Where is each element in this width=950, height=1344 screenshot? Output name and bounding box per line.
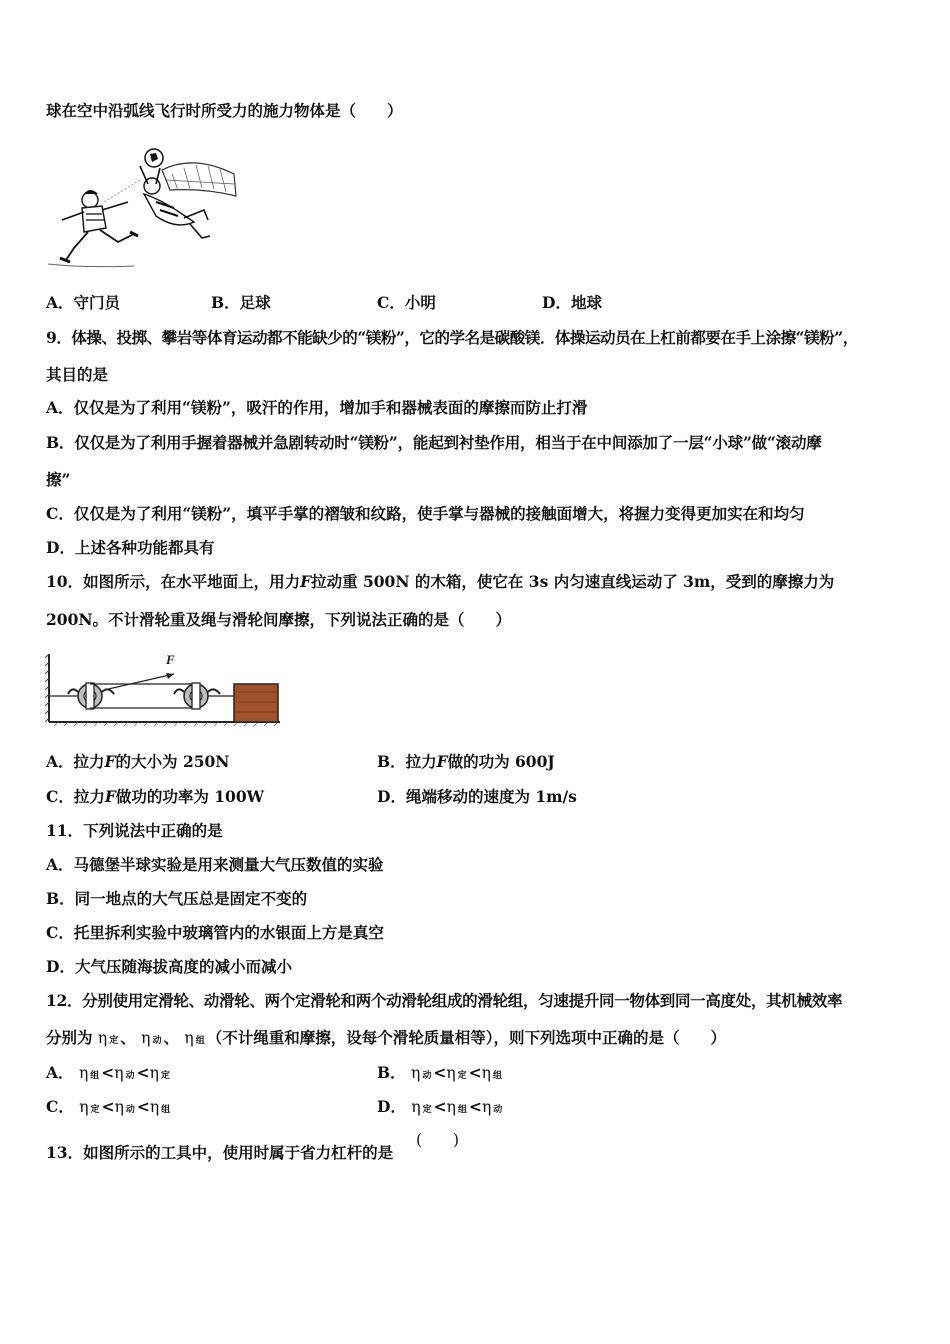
q10-option-c-post: 做功的功率为 100W [115, 787, 265, 806]
q9-stem-line2: 其目的是 [46, 365, 109, 384]
eta-symbol: η [411, 1098, 421, 1116]
option-label: A． [46, 1063, 74, 1082]
less-than: < [468, 1063, 482, 1082]
eta-symbol: η [114, 1098, 124, 1116]
q10-stem-line1-post: 拉动重 500N 的木箱，使它在 3s 内匀速直线运动了 3m，受到的摩擦力为 [311, 572, 835, 591]
q12-stem-line2 [46, 1028, 726, 1051]
less-than: < [101, 1063, 115, 1082]
q8-option-d[interactable]: D．地球 [542, 293, 602, 312]
q11-option-b[interactable]: B．同一地点的大气压总是固定不变的 [46, 889, 308, 908]
eta-symbol: η [114, 1064, 124, 1082]
q10-option-d[interactable] [377, 787, 577, 807]
option-label: D． [377, 1097, 406, 1116]
q10-option-a-pre: A．拉力 [46, 752, 105, 771]
q8-option-b[interactable]: B．足球 [211, 293, 271, 312]
eta-sub: 动 [422, 1071, 432, 1081]
q13-stem: 13．如图所示的工具中，使用时属于省力杠杆的是 [46, 1143, 394, 1162]
less-than: < [101, 1097, 115, 1116]
q10-option-b[interactable] [377, 752, 555, 772]
q10-option-b-post: 做的功为 600J [447, 752, 555, 771]
eta-sub: 组 [161, 1105, 171, 1115]
q12-option-a[interactable] [46, 1063, 172, 1086]
less-than: < [136, 1063, 150, 1082]
eta-sub: 组 [492, 1071, 502, 1081]
q9-option-d[interactable]: D．上述各种功能都具有 [46, 538, 215, 557]
eta-symbol: η [446, 1064, 456, 1082]
eta-sub: 组 [457, 1105, 467, 1115]
q10-option-a-sym: F [104, 752, 116, 771]
eta-symbol: η [149, 1064, 159, 1082]
q10-stem-line1-pre: 10．如图所示，在水平地面上，用力 [46, 572, 301, 591]
q9-stem-line1: 9．体操、投掷、攀岩等体育运动都不能缺少的“镁粉”，它的学名是碳酸镁．体操运动员在上杠前都要在手上涂擦“镁粉”， [46, 328, 858, 347]
q10-option-b-pre: B．拉力 [377, 752, 437, 771]
q9-option-c[interactable]: C．仅仅是为了利用“镁粉”，填平手掌的褶皱和纹路，使手掌与器械的接触面增大，将握力变得更加实在和均匀 [46, 504, 805, 523]
less-than: < [433, 1063, 447, 1082]
eta-symbol: η [97, 1029, 108, 1047]
q11-stem: 11．下列说法中正确的是 [46, 821, 223, 840]
eta-sub: 定 [457, 1071, 467, 1081]
q9-option-a[interactable]: A．仅仅是为了利用“镁粉”，吸汗的作用，增加手和器械表面的摩擦而防止打滑 [46, 398, 588, 417]
q12-option-c[interactable] [46, 1097, 172, 1120]
eta-symbol: η [184, 1029, 194, 1047]
eta-sub: 定 [160, 1071, 170, 1081]
q10-stem-line1 [46, 572, 834, 592]
eta-symbol: η [149, 1098, 160, 1116]
eta-symbol: η [481, 1064, 491, 1082]
force-label-f: F [166, 652, 175, 667]
q10-option-c[interactable] [46, 787, 264, 807]
eta-sub: 组 [90, 1071, 100, 1081]
eta-symbol: η [481, 1098, 492, 1116]
q11-option-c[interactable]: C．托里拆利实验中玻璃管内的水银面上方是真空 [46, 923, 384, 942]
eta-sub: 动 [152, 1036, 162, 1046]
q12-option-b[interactable] [377, 1063, 504, 1086]
eta-sub: 定 [422, 1105, 432, 1115]
eta-sub: 动 [125, 1071, 135, 1081]
q13-answer-paren: ( ) [416, 1131, 460, 1149]
separator: 、 [163, 1028, 179, 1047]
eta-symbol: η [79, 1098, 89, 1116]
q8-option-c[interactable]: C．小明 [377, 293, 436, 312]
q12-option-d[interactable] [377, 1097, 504, 1120]
q10-force-symbol: F [300, 572, 312, 591]
less-than: < [433, 1097, 447, 1116]
eta-sub: 组 [195, 1036, 205, 1046]
q12-line2-post: （不计绳重和摩擦，设每个滑轮质量相等），则下列选项中正确的是（ ） [206, 1028, 726, 1047]
eta-symbol: η [141, 1029, 151, 1047]
goalkeeper-soccer-illustration [44, 144, 240, 270]
q9-option-b-line2[interactable]: 擦” [46, 470, 71, 489]
q10-option-b-sym: F [436, 752, 448, 771]
eta-sub: 动 [125, 1105, 135, 1115]
q11-option-a[interactable]: A．马德堡半球实验是用来测量大气压数值的实验 [46, 855, 384, 874]
q12-stem-line1: 12．分别使用定滑轮、动滑轮、两个定滑轮和两个动滑轮组成的滑轮组，匀速提升同一物体到同一高度处，其机械效率 [46, 991, 843, 1010]
q8-option-a[interactable]: A．守门员 [46, 293, 121, 312]
q10-option-c-sym: F [104, 787, 116, 806]
q10-stem-line2: 200N。不计滑轮重及绳与滑轮间摩擦，下列说法正确的是（ ） [46, 610, 512, 629]
eta-sub: 动 [493, 1105, 503, 1115]
eta-symbol: η [446, 1098, 456, 1116]
eta-symbol: η [411, 1064, 421, 1082]
q10-option-d-pre: D．绳端移动的速度为 1m/s [377, 787, 577, 806]
eta-sub: 定 [90, 1105, 100, 1115]
pulley-crate-diagram [44, 650, 284, 730]
q9-option-b-line1[interactable]: B．仅仅是为了利用手握着器械并急剧转动时“镁粉”，能起到衬垫作用，相当于在中间添加了一层“小球”做“滚动摩 [46, 433, 822, 452]
q8-stem: 球在空中沿弧线飞行时所受力的施力物体是（ ） [46, 101, 403, 120]
less-than: < [136, 1097, 150, 1116]
eta-sub: 定 [109, 1036, 119, 1046]
eta-symbol: η [78, 1064, 89, 1082]
option-label: B． [377, 1063, 406, 1082]
q10-option-a[interactable] [46, 752, 229, 772]
q10-option-c-pre: C．拉力 [46, 787, 105, 806]
q12-line2-pre: 分别为 [46, 1028, 93, 1047]
separator: 、 [120, 1028, 136, 1047]
q10-option-a-post: 的大小为 250N [115, 752, 230, 771]
option-label: C． [46, 1097, 74, 1116]
q11-option-d[interactable]: D．大气压随海拔高度的减小而减小 [46, 957, 292, 976]
less-than: < [468, 1097, 482, 1116]
